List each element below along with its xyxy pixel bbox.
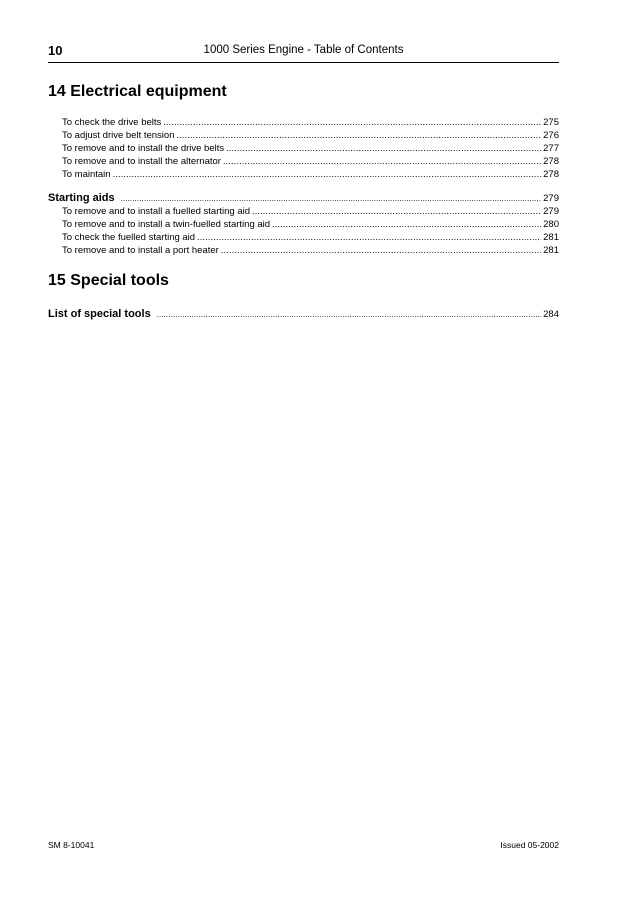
footer-issue-date: Issued 05-2002 (500, 840, 559, 850)
toc-section[interactable] (48, 191, 559, 205)
toc-entry-label: To remove and to install a port heater (62, 245, 219, 256)
page-number: 10 (48, 43, 63, 58)
toc-entry-page: 278 (543, 156, 559, 167)
dot-leader (157, 307, 541, 322)
toc-section-label: List of special tools (48, 308, 151, 320)
toc-entry-label: To remove and to install the alternator (62, 156, 221, 167)
dot-leader (197, 231, 541, 244)
chapter-title: 15 Special tools (48, 272, 169, 289)
toc-section[interactable] (48, 307, 559, 321)
toc-entry[interactable] (48, 244, 559, 257)
toc-entry[interactable] (48, 205, 559, 218)
page-header (48, 42, 559, 63)
toc-entry[interactable] (48, 116, 559, 129)
toc-entry[interactable] (48, 155, 559, 168)
toc-section-page: 284 (543, 309, 559, 320)
toc-entry[interactable] (48, 168, 559, 181)
dot-leader (252, 205, 541, 218)
toc-section-label: Starting aids (48, 192, 115, 204)
dot-leader (113, 168, 542, 181)
toc-entry-label: To maintain (62, 169, 111, 180)
toc-content (48, 82, 559, 321)
toc-entry[interactable] (48, 129, 559, 142)
toc-entry-label: To check the fuelled starting aid (62, 232, 196, 243)
toc-entry-label: To remove and to install the drive belts (62, 143, 225, 154)
dot-leader (121, 191, 542, 206)
chapter-title: 14 Electrical equipment (48, 83, 227, 100)
toc-entry-page: 280 (543, 219, 559, 230)
toc-entry-label: To remove and to install a twin-fuelled starting aid (62, 219, 271, 230)
toc-entry-page: 275 (543, 117, 559, 128)
dot-leader (223, 155, 541, 168)
dot-leader (221, 244, 541, 257)
toc-entry-label: To adjust drive belt tension (62, 130, 175, 141)
toc-section-page: 279 (543, 193, 559, 204)
dot-leader (226, 142, 541, 155)
toc-entry-page: 281 (543, 232, 559, 243)
header-title: 1000 Series Engine - Table of Contents (203, 44, 404, 56)
toc-entry[interactable] (48, 218, 559, 231)
toc-entry-label: To check the drive belts (62, 117, 162, 128)
toc-entry-page: 276 (543, 130, 559, 141)
footer-doc-number: SM 8-10041 (48, 840, 95, 850)
dot-leader (272, 218, 541, 231)
toc-entry-page: 279 (543, 206, 559, 217)
toc-entry[interactable] (48, 142, 559, 155)
toc-entry[interactable] (48, 231, 559, 244)
dot-leader (163, 116, 541, 129)
toc-entry-page: 281 (543, 245, 559, 256)
dot-leader (176, 129, 541, 142)
toc-entry-label: To remove and to install a fuelled starting aid (62, 206, 250, 217)
toc-entry-page: 277 (543, 143, 559, 154)
toc-entry-page: 278 (543, 169, 559, 180)
